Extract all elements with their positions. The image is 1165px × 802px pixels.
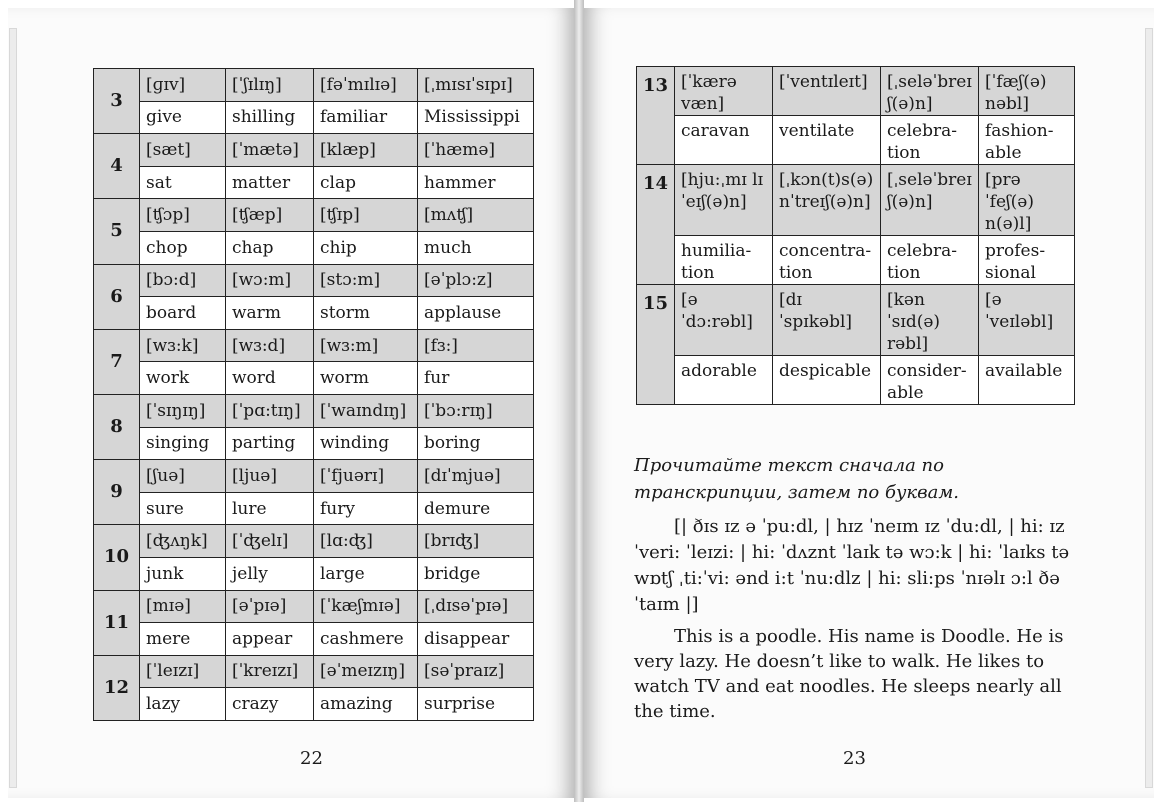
transcription-cell: [dɪˈspɪkəbl] [773, 285, 881, 356]
transcription-cell: [ɡɪv] [140, 69, 226, 102]
transcription-cell: [əˈplɔ:z] [418, 264, 534, 297]
word-cell: cashmere [314, 623, 418, 656]
transcription-cell: [ʧɔp] [140, 199, 226, 232]
transcription-cell: [ʧæp] [226, 199, 314, 232]
transcription-cell: [ˈfæʃ(ə) nəbl] [979, 67, 1075, 116]
word-cell: celebra- tion [881, 236, 979, 285]
transcription-cell: [ˈʃɪlɪŋ] [226, 69, 314, 102]
transcription-cell: [ˈleɪzɪ] [140, 655, 226, 688]
transcription-cell: [wɜ:k] [140, 329, 226, 362]
transcription-cell: [mʌʧ] [418, 199, 534, 232]
word-row [94, 297, 534, 330]
row-number: 12 [94, 655, 140, 720]
row-number: 14 [637, 165, 675, 285]
word-row [637, 116, 1075, 165]
transcription-row [94, 525, 534, 558]
transcription-cell: [ˈsɪŋɪŋ] [140, 394, 226, 427]
word-cell: crazy [226, 688, 314, 721]
transcription-cell: [əˈveɪləbl] [979, 285, 1075, 356]
transcription-cell: [fəˈmɪlɪə] [314, 69, 418, 102]
word-cell: large [314, 557, 418, 590]
book-gutter [574, 0, 584, 802]
transcription-cell: [stɔ:m] [314, 264, 418, 297]
word-cell: amazing [314, 688, 418, 721]
transcription-cell: [ˈkreɪzɪ] [226, 655, 314, 688]
transcription-cell: [wɜ:m] [314, 329, 418, 362]
word-row [94, 623, 534, 656]
word-cell: fury [314, 492, 418, 525]
transcription-cell: [ˈhæmə] [418, 134, 534, 167]
transcription-cell: [dɪˈmjuə] [418, 460, 534, 493]
row-number: 11 [94, 590, 140, 655]
transcription-row [94, 69, 534, 102]
word-row [637, 356, 1075, 405]
word-cell: give [140, 101, 226, 134]
word-cell: hammer [418, 166, 534, 199]
transcription-cell: [ˌmɪsɪˈsɪpɪ] [418, 69, 534, 102]
transcription-cell: [kənˈsɪd(ə) rəbl] [881, 285, 979, 356]
row-number: 5 [94, 199, 140, 264]
word-cell: profes- sional [979, 236, 1075, 285]
word-cell: fur [418, 362, 534, 395]
transcription-cell: [ˈfjuərɪ] [314, 460, 418, 493]
text-transcription: [| ðɪs ɪz ə ˈpu:dl, | hɪz ˈneɪm ɪz ˈdu:dl, | hi: ɪz ˈveri: ˈleɪzi: | hi: ˈdʌznt ˈlaɪk tə wɔ:k | hi: ˈlaɪks tə wɒtʃ ˌti:ˈvi: ənd i:t ˈnu:dlz | hi: sli:ps ˈnɪəlɪ ɔ:l ðə ˈtaɪm |] [634, 516, 1070, 615]
transcription-cell: [ˌseləˈbreɪ ʃ(ə)n] [881, 165, 979, 236]
transcription-cell: [ʃuə] [140, 460, 226, 493]
word-cell: chop [140, 231, 226, 264]
transcription-cell: [ˈwaɪndɪŋ] [314, 394, 418, 427]
transcription-cell: [ʧɪp] [314, 199, 418, 232]
word-cell: work [140, 362, 226, 395]
word-cell: much [418, 231, 534, 264]
word-cell: disappear [418, 623, 534, 656]
word-cell: clap [314, 166, 418, 199]
word-row [94, 492, 534, 525]
row-number: 7 [94, 329, 140, 394]
word-row [637, 236, 1075, 285]
transcription-cell: [səˈpraɪz] [418, 655, 534, 688]
transcription-cell: [əˈmeɪzɪŋ] [314, 655, 418, 688]
transcription-cell: [prəˈfeʃ(ə) n(ə)l] [979, 165, 1075, 236]
word-cell: familiar [314, 101, 418, 134]
word-cell: matter [226, 166, 314, 199]
row-number: 8 [94, 394, 140, 459]
word-cell: concentra- tion [773, 236, 881, 285]
row-number: 9 [94, 460, 140, 525]
transcription-row [94, 460, 534, 493]
row-number: 3 [94, 69, 140, 134]
transcription-cell: [əˈpɪə] [226, 590, 314, 623]
word-cell: surprise [418, 688, 534, 721]
transcription-row [637, 285, 1075, 356]
transcription-cell: [ˈkærə væn] [675, 67, 773, 116]
page-number-left: 22 [300, 748, 323, 769]
transcription-row [94, 329, 534, 362]
left-word-table [93, 68, 534, 721]
transcription-cell: [ˌseləˈbreɪ ʃ(ə)n] [881, 67, 979, 116]
word-cell: celebra- tion [881, 116, 979, 165]
word-cell: bridge [418, 557, 534, 590]
word-cell: ventilate [773, 116, 881, 165]
word-cell: demure [418, 492, 534, 525]
transcription-row [94, 394, 534, 427]
word-row [94, 557, 534, 590]
word-cell: lazy [140, 688, 226, 721]
row-number: 13 [637, 67, 675, 165]
word-cell: caravan [675, 116, 773, 165]
word-cell: adorable [675, 356, 773, 405]
word-cell: chip [314, 231, 418, 264]
word-cell: board [140, 297, 226, 330]
word-cell: junk [140, 557, 226, 590]
word-cell: winding [314, 427, 418, 460]
word-cell: sat [140, 166, 226, 199]
word-cell: mere [140, 623, 226, 656]
word-cell: consider- able [881, 356, 979, 405]
word-cell: appear [226, 623, 314, 656]
transcription-cell: [ˈkæʃmɪə] [314, 590, 418, 623]
transcription-cell: [wɜ:d] [226, 329, 314, 362]
transcription-cell: [ˌkɔn(t)s(ə) nˈtreɪʃ(ə)n] [773, 165, 881, 236]
transcription-row [94, 264, 534, 297]
word-row [94, 427, 534, 460]
word-cell: singing [140, 427, 226, 460]
english-text: This is a poodle. His name is Doodle. He is very lazy. He doesn’t like to walk. He likes to watch TV and eat noodles. He sleeps nearly all the time. [634, 626, 1064, 722]
word-cell: parting [226, 427, 314, 460]
transcription-cell: [sæt] [140, 134, 226, 167]
word-cell: Mississippi [418, 101, 534, 134]
word-cell: chap [226, 231, 314, 264]
transcription-cell: [ˈbɔ:rɪŋ] [418, 394, 534, 427]
row-number: 15 [637, 285, 675, 405]
word-cell: humilia- tion [675, 236, 773, 285]
transcription-row [94, 134, 534, 167]
word-cell: sure [140, 492, 226, 525]
transcription-row [94, 590, 534, 623]
row-number: 10 [94, 525, 140, 590]
transcription-cell: [mɪə] [140, 590, 226, 623]
word-cell: worm [314, 362, 418, 395]
word-cell: available [979, 356, 1075, 405]
reading-instruction: Прочитайте текст сначала по транскрипции, затем по буквам. [634, 455, 960, 503]
right-word-table [636, 66, 1075, 405]
word-cell: lure [226, 492, 314, 525]
transcription-cell: [lɑ:ʤ] [314, 525, 418, 558]
word-cell: storm [314, 297, 418, 330]
transcription-row [94, 655, 534, 688]
word-cell: jelly [226, 557, 314, 590]
transcription-cell: [ʤʌŋk] [140, 525, 226, 558]
transcription-cell: [ˈpɑ:tɪŋ] [226, 394, 314, 427]
transcription-cell: [ˈventɪleɪt] [773, 67, 881, 116]
word-row [94, 362, 534, 395]
transcription-cell: [fɜ:] [418, 329, 534, 362]
word-row [94, 688, 534, 721]
transcription-row [637, 67, 1075, 116]
row-number: 6 [94, 264, 140, 329]
row-number: 4 [94, 134, 140, 199]
transcription-cell: [ljuə] [226, 460, 314, 493]
transcription-cell: [ˈʤelɪ] [226, 525, 314, 558]
word-cell: applause [418, 297, 534, 330]
transcription-cell: [klæp] [314, 134, 418, 167]
word-row [94, 101, 534, 134]
word-cell: fashion- able [979, 116, 1075, 165]
word-cell: despicable [773, 356, 881, 405]
transcription-cell: [əˈdɔ:rəbl] [675, 285, 773, 356]
transcription-cell: [hju:ˌmɪ lɪˈeɪʃ(ə)n] [675, 165, 773, 236]
word-cell: word [226, 362, 314, 395]
word-row [94, 166, 534, 199]
transcription-cell: [ˌdɪsəˈpɪə] [418, 590, 534, 623]
transcription-cell: [ˈmætə] [226, 134, 314, 167]
word-row [94, 231, 534, 264]
page-number-right: 23 [843, 748, 866, 769]
word-cell: warm [226, 297, 314, 330]
transcription-cell: [wɔ:m] [226, 264, 314, 297]
transcription-row [94, 199, 534, 232]
transcription-cell: [brɪʤ] [418, 525, 534, 558]
word-cell: shilling [226, 101, 314, 134]
transcription-row [637, 165, 1075, 236]
word-cell: boring [418, 427, 534, 460]
transcription-cell: [bɔ:d] [140, 264, 226, 297]
